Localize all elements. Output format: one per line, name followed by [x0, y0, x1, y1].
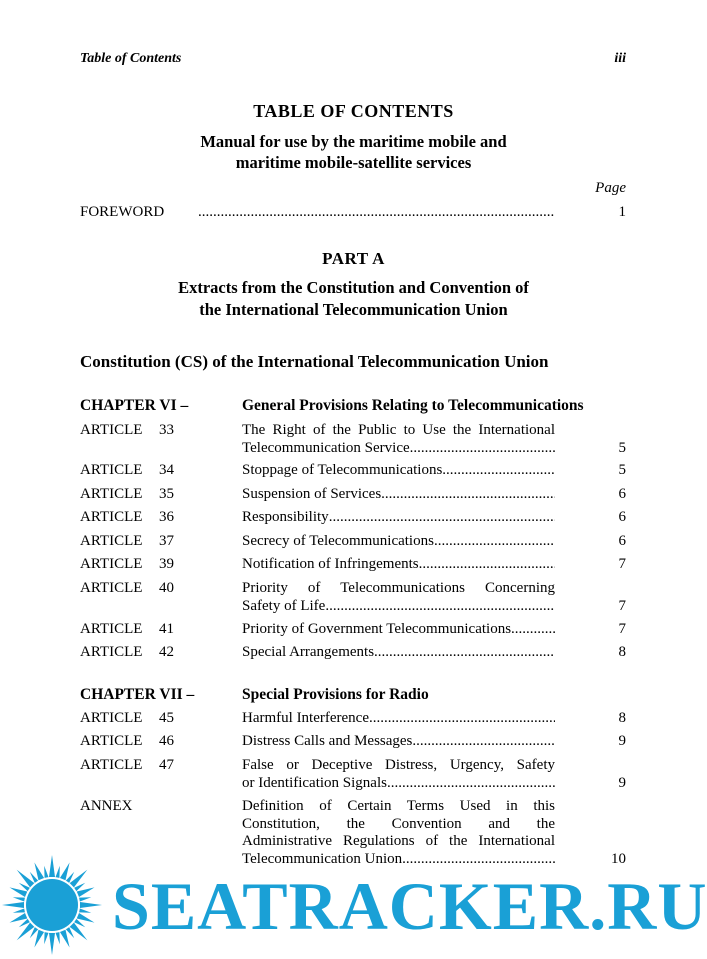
article-number: 36 [159, 509, 174, 525]
entry-type: ARTICLE [80, 644, 143, 660]
entry-title-line: Stoppage of Telecommunications [242, 462, 443, 478]
entry-title-line: Notification of Infringements [242, 556, 419, 572]
entry-type: ARTICLE [80, 422, 143, 438]
dot-leader [369, 710, 555, 728]
page-column-label: Page [595, 180, 626, 196]
article-number: 37 [159, 533, 174, 549]
document-title: TABLE OF CONTENTS [253, 101, 454, 121]
article-number: 41 [159, 621, 174, 637]
dot-leader [329, 509, 555, 527]
entry-title-line: Administrative Regulations of the International [242, 833, 555, 849]
article-number: 47 [159, 757, 174, 773]
entry-title-line: The Right of the Public to Use the International [242, 422, 555, 438]
dot-leader [410, 440, 555, 458]
entry-title-line: Special Arrangements [242, 644, 375, 660]
entry-type: ARTICLE [80, 621, 143, 637]
page-number: iii [614, 51, 626, 66]
foreword-page: 1 [618, 204, 626, 220]
entry-page: 10 [611, 851, 626, 867]
article-number: 46 [159, 733, 174, 749]
dot-leader [381, 486, 555, 504]
chapter-label: CHAPTER VII – [80, 686, 195, 703]
entry-type: ARTICLE [80, 556, 143, 572]
chapter-label: CHAPTER VI – [80, 397, 189, 414]
entry-page: 7 [618, 621, 626, 637]
entry-type: ARTICLE [80, 509, 143, 525]
constitution-heading: Constitution (CS) of the International Telecommunication Union [80, 352, 549, 371]
entry-type: ARTICLE [80, 733, 143, 749]
entry-page: 8 [618, 710, 626, 726]
dot-leader [387, 775, 555, 793]
entry-page: 6 [618, 533, 626, 549]
dot-leader [198, 204, 555, 222]
entry-title-line: Responsibility [242, 509, 329, 525]
entry-type: ARTICLE [80, 533, 143, 549]
entry-title-line: Distress Calls and Messages [242, 733, 413, 749]
part-description-line-1: Extracts from the Constitution and Convention of [178, 278, 529, 297]
entry-type: ARTICLE [80, 462, 143, 478]
entry-title-line: Telecommunication Service [242, 439, 410, 456]
article-number: 34 [159, 462, 174, 478]
dot-leader [419, 556, 555, 574]
entry-type: ARTICLE [80, 710, 143, 726]
dot-leader [325, 598, 555, 616]
entry-page: 5 [618, 439, 626, 456]
entry-page: 6 [618, 486, 626, 502]
subtitle-line-1: Manual for use by the maritime mobile and [200, 132, 507, 151]
entry-page: 7 [618, 597, 626, 614]
subtitle-line-2: maritime mobile-satellite services [235, 153, 472, 172]
entry-type: ARTICLE [80, 486, 143, 502]
dot-leader [511, 621, 555, 639]
dot-leader [374, 644, 555, 662]
article-number: 40 [159, 580, 174, 596]
entry-title-line: Priority of Government Telecommunications [242, 621, 512, 637]
dot-leader [434, 533, 555, 551]
chapter-title: General Provisions Relating to Telecommunications [242, 397, 584, 414]
article-number: 33 [159, 422, 174, 438]
entry-title-line: Definition of Certain Terms Used in this [242, 798, 555, 814]
entry-page: 9 [618, 733, 626, 749]
article-number: 45 [159, 710, 174, 726]
entry-page: 7 [618, 556, 626, 572]
entry-type: ARTICLE [80, 757, 143, 773]
entry-page: 9 [618, 774, 626, 791]
entry-title-line: Priority of Telecommunications Concerning [242, 580, 555, 596]
entry-title-line: False or Deceptive Distress, Urgency, Safety [242, 757, 555, 773]
entry-page: 8 [618, 644, 626, 660]
entry-title-line: Harmful Interference [242, 710, 370, 726]
foreword-label: FOREWORD [80, 204, 165, 220]
part-label: PART A [322, 249, 385, 268]
running-title: Table of Contents [80, 51, 182, 66]
part-description-line-2: the International Telecommunication Union [199, 300, 508, 319]
entry-title-line: Telecommunication Union [242, 850, 403, 867]
article-number: 35 [159, 486, 174, 502]
dot-leader [412, 733, 555, 751]
entry-title-line: Safety of Life [242, 597, 326, 614]
article-number: 42 [159, 644, 174, 660]
watermark-text: SEATRACKER.RU [112, 868, 707, 944]
entry-title-line: Constitution, the Convention and the [242, 815, 555, 832]
article-number: 39 [159, 556, 174, 572]
entry-page: 6 [618, 509, 626, 525]
chapter-title: Special Provisions for Radio [242, 686, 429, 703]
entry-type: ARTICLE [80, 580, 143, 596]
entry-title-line: Suspension of Services [242, 486, 382, 502]
entry-page: 5 [618, 462, 626, 478]
dot-leader [442, 462, 555, 480]
entry-type: ANNEX [80, 798, 133, 814]
entry-title-line: Secrecy of Telecommunications [242, 533, 434, 549]
entry-title-line: or Identification Signals [242, 774, 387, 791]
